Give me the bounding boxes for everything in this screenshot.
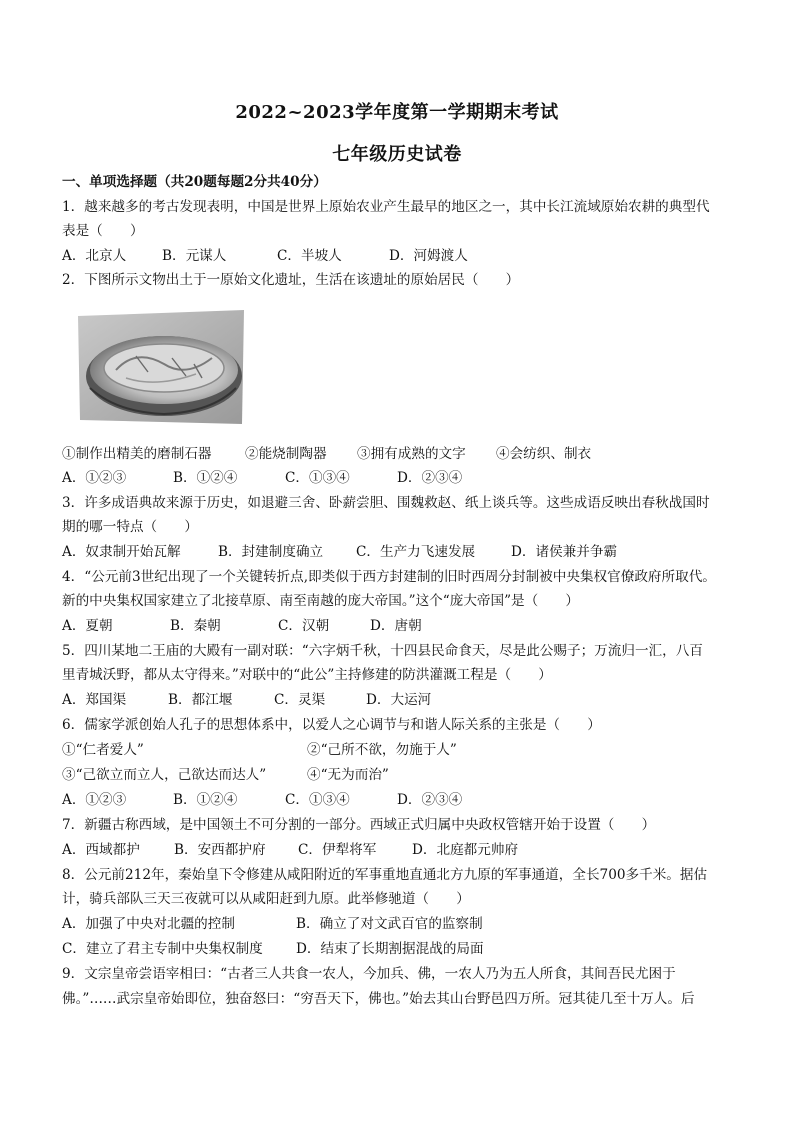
question-4-stem: 4．“公元前3世纪出现了一个关键转折点,即类似于西方封建制的旧时西周分封制被中央集权官僚政府所取代。 xyxy=(62,569,716,585)
option-c: C．伊犁将军 xyxy=(298,842,377,858)
question-6-stem: 6．儒家学派创始人孔子的思想体系中，以爱人之心调节与和谐人际关系的主张是（ ） xyxy=(62,717,601,733)
question-5-stem-cont: 里青城沃野，都从太守得来。”对联中的“此公”主持修建的防洪灌溉工程是（ ） xyxy=(62,667,552,683)
option-c: C．①③④ xyxy=(285,792,350,808)
pottery-artifact-photo xyxy=(76,308,246,426)
question-8-stem: 8．公元前212年，秦始皇下令修建从咸阳附近的军事重地直通北方九原的军事通道，全长700多千米。据估 xyxy=(62,867,708,883)
option-c: C．建立了君主专制中央集权制度 xyxy=(62,941,263,957)
question-2-stem: 2．下图所示文物出土于一原始文化遗址，生活在该遗址的原始居民（ ） xyxy=(62,272,520,288)
exam-subtitle: 七年级历史试卷 xyxy=(332,144,462,165)
question-1-options xyxy=(62,244,742,268)
question-8-options-row-1 xyxy=(62,912,742,936)
question-8-options-row-2 xyxy=(62,937,742,961)
question-4-options xyxy=(62,614,742,638)
item-4: ④会纺织、制衣 xyxy=(496,446,592,462)
option-b: B．确立了对文武百官的监察制 xyxy=(296,916,483,932)
option-c: C．生产力飞速发展 xyxy=(356,544,476,560)
option-a: A．北京人 xyxy=(62,248,127,264)
option-d: D．结束了长期割据混战的局面 xyxy=(296,941,484,957)
question-8-stem-cont: 计，骑兵部队三天三夜就可以从咸阳赶到九原。此举修驰道（ ） xyxy=(62,891,470,907)
option-a: A．西域都护 xyxy=(62,842,140,858)
option-a: A．夏朝 xyxy=(62,618,113,634)
question-6-items-row-2 xyxy=(62,763,742,787)
option-c: C．①③④ xyxy=(285,470,350,486)
question-9-stem-cont: 佛。”……武宗皇帝始即位，独奋怒曰：“穷吾天下，佛也。”始去其山台野邑四万所。冠其徒几至十万人。后 xyxy=(62,991,695,1007)
question-3-stem-cont: 期的哪一特点（ ） xyxy=(62,519,198,535)
question-3-options xyxy=(62,540,742,564)
option-d: D．河姆渡人 xyxy=(389,248,468,264)
question-7-options xyxy=(62,838,742,862)
question-4-stem-cont: 新的中央集权国家建立了北接草原、南至南越的庞大帝国。”这个“庞大帝国”是（ ） xyxy=(62,593,580,609)
option-b: B．秦朝 xyxy=(170,618,221,634)
item-3: ③“己欲立而立人，己欲达而达人” xyxy=(62,767,267,783)
item-1: ①制作出精美的磨制石器 xyxy=(62,446,212,462)
question-6-items-row-1 xyxy=(62,738,742,762)
option-d: D．诸侯兼并争霸 xyxy=(511,544,618,560)
question-2-items xyxy=(62,442,742,466)
exam-title: 2022~2023学年度第一学期期末考试 xyxy=(235,102,559,123)
option-b: B．都江堰 xyxy=(168,692,233,708)
option-b: B．元谋人 xyxy=(162,248,227,264)
question-7-stem: 7．新疆古称西域，是中国领土不可分割的一部分。西域正式归属中央政权管辖开始于设置（ ） xyxy=(62,817,656,833)
option-d: D．②③④ xyxy=(397,470,463,486)
section-heading: 一、单项选择题（共20题每题2分共40分） xyxy=(62,174,327,190)
option-c: C．半坡人 xyxy=(277,248,342,264)
option-b: B．安西都护府 xyxy=(174,842,266,858)
option-d: D．唐朝 xyxy=(370,618,422,634)
item-3: ③拥有成熟的文字 xyxy=(357,446,466,462)
question-9-stem: 9．文宗皇帝尝语宰相曰：“古者三人共食一农人，今加兵、佛，一农人乃为五人所食，其间吾民尤困于 xyxy=(62,966,676,982)
option-d: D．大运河 xyxy=(366,692,432,708)
item-2: ②“己所不欲，勿施于人” xyxy=(307,742,457,758)
option-c: C．汉朝 xyxy=(278,618,330,634)
option-b: B．封建制度确立 xyxy=(218,544,324,560)
option-d: D．北庭都元帅府 xyxy=(412,842,519,858)
option-a: A．奴隶制开始瓦解 xyxy=(62,544,181,560)
option-a: A．郑国渠 xyxy=(62,692,127,708)
option-a: A．①②③ xyxy=(62,470,127,486)
question-1-stem-cont: 表是（ ） xyxy=(62,223,144,239)
question-6-options xyxy=(62,788,742,812)
option-b: B．①②④ xyxy=(173,792,238,808)
option-c: C．灵渠 xyxy=(274,692,326,708)
question-5-options xyxy=(62,688,742,712)
question-3-stem: 3．许多成语典故来源于历史，如退避三舍、卧薪尝胆、围魏救赵、纸上谈兵等。这些成语反映出春秋战国时 xyxy=(62,495,710,511)
option-b: B．①②④ xyxy=(173,470,238,486)
item-4: ④“无为而治” xyxy=(307,767,389,783)
question-5-stem: 5．四川某地二王庙的大殿有一副对联：“六字炳千秋，十四县民命食天，尽是此公赐子；万流归一汇，八百 xyxy=(62,643,703,659)
option-a: A．加强了中央对北疆的控制 xyxy=(62,916,235,932)
question-1-stem: 1．越来越多的考古发现表明，中国是世界上原始农业产生最早的地区之一，其中长江流域原始农耕的典型代 xyxy=(62,199,710,215)
item-1: ①“仁者爱人” xyxy=(62,742,144,758)
option-a: A．①②③ xyxy=(62,792,127,808)
question-2-options xyxy=(62,466,742,490)
option-d: D．②③④ xyxy=(397,792,463,808)
item-2: ②能烧制陶器 xyxy=(245,446,327,462)
